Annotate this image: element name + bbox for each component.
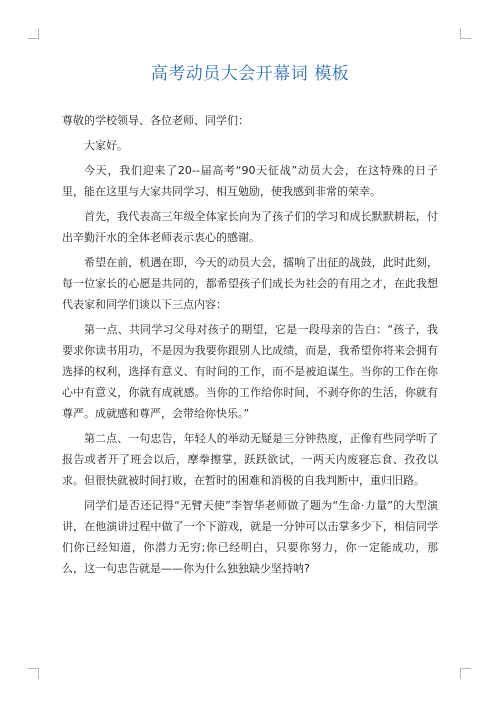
salutation: 尊敬的学校领导、各位老师、同学们： bbox=[62, 114, 249, 127]
paragraph-hope: 希望在前，机遇在即，今天的动员大会，擂响了出征的战鼓，此时此刻，每一位家长的心愿是共同的，都希望孩子们成长为社会的有用之才，在此我想代表家和同学们谈以下三点内容： bbox=[62, 256, 438, 311]
paragraph-opening: 今天，我们迎来了20--届高考“90天征战”动员大会，在这特殊的日子里，能在这里与大家共同学习、相互勉励，使我感到非常的荣幸。 bbox=[62, 164, 438, 198]
corner-mark-top-right bbox=[460, 28, 471, 39]
greeting: 大家好。 bbox=[84, 139, 128, 152]
paragraph-point-one: 第一点、共同学习父母对孩子的期望，它是一段母亲的告白：“孩子，我要求你读书用功，不是因为我要你跟别人比成绩，而是，我希望你将来会拥有选择的权利，选择有意义、有时间的工作，而不是被迫谋生。当你的工作在你心中有意义，你就有成就感。当你的工作给你时间，不剥夺你的生活，你就有尊严。成就感和尊严，会带给你快乐。” bbox=[62, 323, 438, 420]
document-title: 高考动员大会开幕词 模板 bbox=[150, 64, 350, 84]
paragraph-point-two: 第二点、一句忠告，年轻人的举动无疑是三分钟热度，正像有些同学听了报告或者开了班会以后，摩拳擦掌，跃跃欲试，一两天内废寝忘食、孜孜以求。但很快就被时间打败，在暂时的困难和消极的自我判断中，重归旧路。 bbox=[62, 432, 438, 487]
paragraph-persistence: 同学们是否还记得“无臂天使”李智华老师做了题为“生命·力量”的大型演讲，在他演讲过程中做了一个下游戏，就是一分钟可以击掌多少下，相信同学们你已经知道，你潜力无穷;你已经明白，只要你努力，你一定能成功，那么，这一句忠告就是——你为什么独独缺少坚持呐? bbox=[62, 499, 438, 575]
corner-mark-bottom-left bbox=[28, 668, 39, 679]
corner-mark-bottom-right bbox=[460, 668, 471, 679]
corner-mark-top-left bbox=[28, 28, 39, 39]
paragraph-thanks: 首先，我代表高三年级全体家长向为了孩子们的学习和成长默默耕耘，付出辛勤汗水的全体老师表示衷心的感谢。 bbox=[62, 210, 438, 244]
document-body bbox=[62, 110, 438, 583]
